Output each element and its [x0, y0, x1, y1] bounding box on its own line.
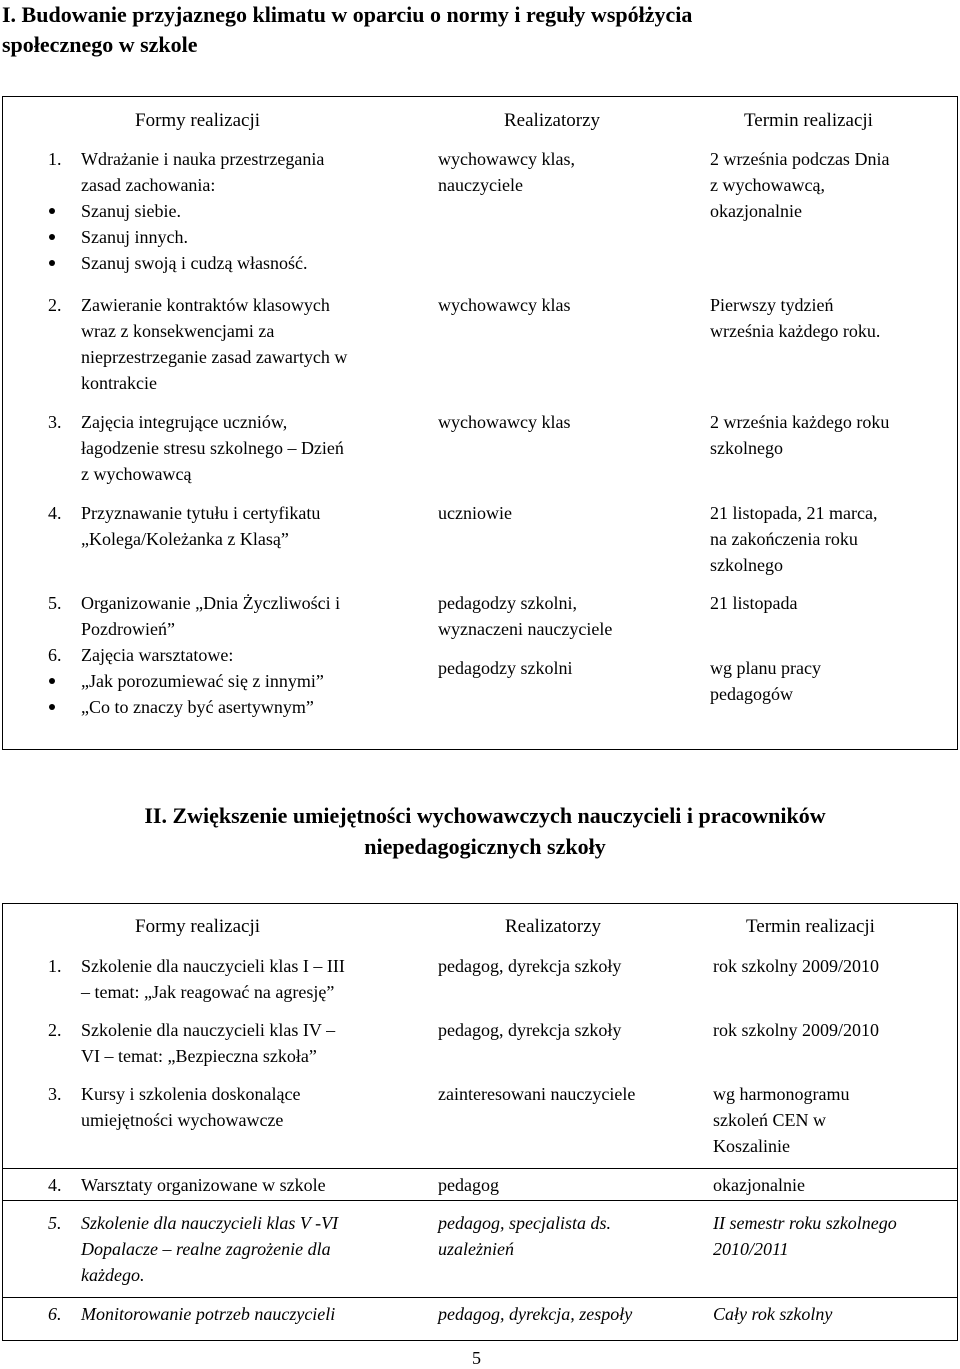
s1-row1-when: 2 września podczas Dnia	[710, 149, 890, 169]
bullet-icon	[49, 234, 55, 240]
s2-row3-form-line: umiejętności wychowawcze	[81, 1110, 284, 1130]
s1-row2-form-line: nieprzestrzeganie zasad zawartych w	[81, 347, 348, 367]
s1-row2-when: września każdego roku.	[710, 321, 881, 341]
s1-row4-who: uczniowie	[438, 503, 512, 523]
s1-row3-num: 3.	[48, 412, 62, 432]
bullet-icon	[49, 208, 55, 214]
s1-row3-when: 2 września każdego roku	[710, 412, 890, 432]
s2-row4-who: pedagog	[438, 1175, 499, 1195]
s1-row2-when: Pierwszy tydzień	[710, 295, 834, 315]
s1-row5-when: 21 listopada	[710, 593, 798, 613]
s1-row3-when: szkolnego	[710, 438, 783, 458]
s2-row2-who: pedagog, dyrekcja szkoły	[438, 1020, 622, 1040]
row-divider	[2, 1200, 958, 1201]
s2-row3-form-line: Kursy i szkolenia doskonalące	[81, 1084, 301, 1104]
s2-row6-when: Cały rok szkolny	[713, 1304, 833, 1324]
s2-row6-who: pedagog, dyrekcja, zespoły	[438, 1304, 633, 1324]
s1-row4-when: 21 listopada, 21 marca,	[710, 503, 878, 523]
section-2-title-line-2: niepedagogicznych szkoły	[364, 834, 606, 859]
s1-header-realizators: Realizatorzy	[504, 110, 601, 131]
bullet-icon	[49, 704, 55, 710]
s2-row3-when: wg harmonogramu	[713, 1084, 850, 1104]
s1-row5-num: 5.	[48, 593, 62, 613]
s2-row3-when: Koszalinie	[713, 1136, 790, 1156]
s2-row5-form-line: Dopalacze – realne zagrożenie dla	[81, 1239, 331, 1259]
s1-row2-num: 2.	[48, 295, 62, 315]
section-2-title	[20, 800, 950, 862]
s1-row2-form-line: kontrakcie	[81, 373, 157, 393]
s2-row2-when: rok szkolny 2009/2010	[713, 1020, 879, 1040]
s1-row1-form-line: Wdrażanie i nauka przestrzegania	[81, 149, 325, 169]
s2-row1-when: rok szkolny 2009/2010	[713, 956, 879, 976]
s2-row4-when: okazjonalnie	[713, 1175, 805, 1195]
section-2-title-line-1: II. Zwiększenie umiejętności wychowawczych nauczycieli i pracowników	[144, 803, 826, 828]
s2-header-term: Termin realizacji	[746, 916, 875, 937]
s2-row6-form-line: Monitorowanie potrzeb nauczycieli	[81, 1304, 336, 1324]
s2-row3-when: szkoleń CEN w	[713, 1110, 826, 1130]
s1-row3-form-line: łagodzenie stresu szkolnego – Dzień	[81, 438, 344, 458]
s1-row6-bullet: „Co to znaczy być asertywnym”	[81, 697, 314, 717]
s2-header-realizators: Realizatorzy	[505, 916, 602, 937]
row-divider	[2, 1297, 958, 1298]
s1-row3-form-line: z wychowawcą	[81, 464, 192, 484]
s2-row3-who: zainteresowani nauczyciele	[438, 1084, 636, 1104]
s1-row1-form-line: zasad zachowania:	[81, 175, 216, 195]
s2-row1-form-line: – temat: „Jak reagować na agresję”	[81, 982, 335, 1002]
s2-row1-form-line: Szkolenie dla nauczycieli klas I – III	[81, 956, 345, 976]
s2-row2-form-line: VI – temat: „Bezpieczna szkoła”	[81, 1046, 317, 1066]
s2-row3-num: 3.	[48, 1084, 62, 1104]
s1-row6-when: wg planu pracy	[710, 658, 821, 678]
s2-row6-num: 6.	[48, 1304, 62, 1324]
s1-row5-who: pedagodzy szkolni,	[438, 593, 577, 613]
s2-row5-num: 5.	[48, 1213, 62, 1233]
s1-row6-when: pedagogów	[710, 684, 793, 704]
row-divider	[2, 1168, 958, 1169]
bullet-icon	[49, 678, 55, 684]
s2-row1-num: 1.	[48, 956, 62, 976]
s1-row4-num: 4.	[48, 503, 62, 523]
s1-row1-bullet: Szanuj siebie.	[81, 201, 181, 221]
s2-row5-form-line: Szkolenie dla nauczycieli klas V -VI	[81, 1213, 339, 1233]
s1-row6-num: 6.	[48, 645, 62, 665]
s1-row2-form-line: wraz z konsekwencjami za	[81, 321, 275, 341]
s1-row3-form-line: Zajęcia integrujące uczniów,	[81, 412, 288, 432]
s1-row4-when: na zakończenia roku	[710, 529, 858, 549]
s1-row1-who: nauczyciele	[438, 175, 523, 195]
s1-row1-who: wychowawcy klas,	[438, 149, 575, 169]
page-number: 5	[472, 1348, 481, 1368]
s1-row5-who: wyznaczeni nauczyciele	[438, 619, 613, 639]
s1-row4-form-line: Przyznawanie tytułu i certyfikatu	[81, 503, 321, 523]
s1-header-term: Termin realizacji	[744, 110, 873, 131]
s1-row1-num: 1.	[48, 149, 62, 169]
s1-row6-who: pedagodzy szkolni	[438, 658, 573, 678]
s2-row5-who: uzależnień	[438, 1239, 514, 1259]
s2-row2-form-line: Szkolenie dla nauczycieli klas IV –	[81, 1020, 336, 1040]
s2-row4-form-line: Warsztaty organizowane w szkole	[81, 1175, 326, 1195]
s2-row5-when: 2010/2011	[713, 1239, 789, 1259]
s2-header-forms: Formy realizacji	[135, 916, 261, 937]
s2-row5-form-line: każdego.	[81, 1265, 145, 1285]
section-1-title-line-1: I. Budowanie przyjaznego klimatu w oparciu o normy i reguły współżycia	[2, 2, 693, 27]
bullet-icon	[49, 260, 55, 266]
s1-row2-who: wychowawcy klas	[438, 295, 571, 315]
s1-row6-bullet: „Jak porozumiewać się z innymi”	[81, 671, 324, 691]
s2-row4-num: 4.	[48, 1175, 62, 1195]
section-1-title-line-2: społecznego w szkole	[2, 32, 198, 57]
section-1-title	[2, 0, 952, 60]
s1-row1-when: okazjonalnie	[710, 201, 802, 221]
s1-row1-when: z wychowawcą,	[710, 175, 825, 195]
s1-row5-form-line: Pozdrowień”	[81, 619, 175, 639]
s1-row6-form-line: Zajęcia warsztatowe:	[81, 645, 234, 665]
s1-row5-form-line: Organizowanie „Dnia Życzliwości i	[81, 593, 341, 613]
s2-row1-who: pedagog, dyrekcja szkoły	[438, 956, 622, 976]
s2-row5-when: II semestr roku szkolnego	[713, 1213, 897, 1233]
s2-row5-who: pedagog, specjalista ds.	[438, 1213, 611, 1233]
s2-row2-num: 2.	[48, 1020, 62, 1040]
s1-row4-when: szkolnego	[710, 555, 783, 575]
s1-header-forms: Formy realizacji	[135, 110, 261, 131]
s1-row3-who: wychowawcy klas	[438, 412, 571, 432]
s1-row4-form-line: „Kolega/Koleżanka z Klasą”	[81, 529, 289, 549]
s1-row1-bullet: Szanuj swoją i cudzą własność.	[81, 253, 308, 273]
s1-row2-form-line: Zawieranie kontraktów klasowych	[81, 295, 330, 315]
s1-row1-bullet: Szanuj innych.	[81, 227, 188, 247]
